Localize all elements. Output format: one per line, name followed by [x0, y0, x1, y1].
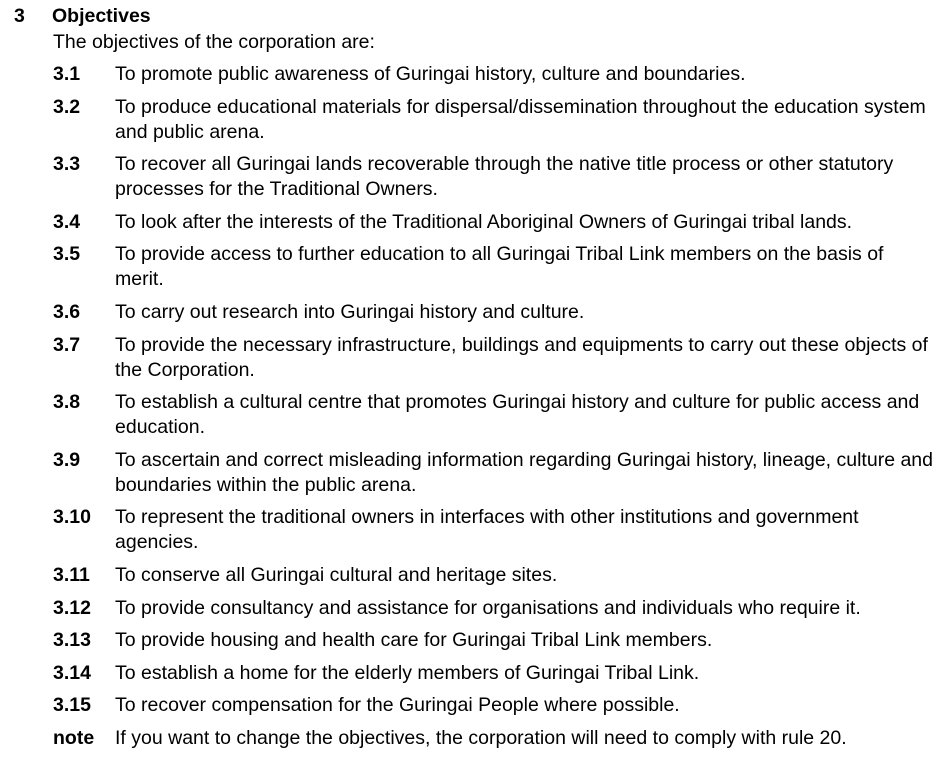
item-text: To look after the interests of the Traditional Aboriginal Owners of Guringai tribal lands. — [115, 210, 853, 233]
item-text: To promote public awareness of Guringai history, culture and boundaries. — [115, 63, 746, 85]
objective-item — [53, 505, 933, 555]
item-text: To produce educational materials for dispersal/dissemination throughout the education system and public arena. — [115, 95, 926, 143]
item-text: To establish a cultural centre that promotes Guringai history and culture for public access and education. — [115, 391, 920, 439]
item-text: To represent the traditional owners in interfaces with other institutions and government agencies. — [115, 506, 859, 554]
objective-item — [53, 596, 933, 621]
item-text: To provide consultancy and assistance for organisations and individuals who require it. — [115, 596, 861, 619]
section-number: 3 — [14, 5, 25, 27]
item-number: 3.13 — [53, 629, 91, 652]
item-number: 3.11 — [53, 563, 90, 586]
item-number: 3.2 — [53, 95, 81, 118]
item-text: To recover all Guringai lands recoverable through the native title process or other statutory processes for the Traditional Owners. — [115, 153, 894, 201]
item-text: To carry out research into Guringai history and culture. — [115, 300, 585, 323]
objective-item — [53, 62, 933, 87]
note-item — [53, 726, 933, 751]
objective-item — [53, 300, 933, 325]
objectives-list — [53, 62, 933, 759]
item-number: 3.14 — [53, 661, 91, 684]
item-number: 3.4 — [53, 210, 81, 233]
section-title: Objectives — [52, 5, 151, 27]
item-number: note — [53, 726, 95, 749]
section-heading — [14, 5, 151, 28]
item-number: 3.5 — [53, 243, 81, 266]
item-number: 3.9 — [53, 448, 81, 471]
objective-item — [53, 95, 933, 145]
item-text: To recover compensation for the Guringai People where possible. — [115, 694, 680, 717]
item-text: To establish a home for the elderly members of Guringai Tribal Link. — [115, 661, 700, 684]
objective-item — [53, 628, 933, 653]
section-intro: The objectives of the corporation are: — [53, 31, 375, 53]
objective-item — [53, 448, 933, 498]
item-number: 3.12 — [53, 596, 91, 619]
item-number: 3.10 — [53, 506, 91, 529]
item-text: To provide housing and health care for Guringai Tribal Link members. — [115, 629, 713, 652]
objective-item — [53, 152, 933, 202]
item-number: 3.1 — [53, 63, 81, 85]
objective-item — [53, 210, 933, 235]
item-number: 3.8 — [53, 391, 81, 414]
item-text: To provide the necessary infrastructure, buildings and equipments to carry out these objects of the Corporation. — [115, 333, 928, 381]
item-text: To conserve all Guringai cultural and heritage sites. — [115, 563, 558, 586]
objective-item — [53, 693, 933, 718]
objective-item — [53, 242, 933, 292]
objective-item — [53, 333, 933, 383]
item-number: 3.6 — [53, 300, 81, 323]
objective-item — [53, 563, 933, 588]
item-number: 3.15 — [53, 694, 91, 717]
objective-item — [53, 390, 933, 440]
item-text: If you want to change the objectives, the corporation will need to comply with rule 20. — [115, 726, 847, 749]
item-text: To ascertain and correct misleading information regarding Guringai history, lineage, culture and boundaries within the public arena. — [115, 448, 933, 496]
objective-item — [53, 661, 933, 686]
item-number: 3.3 — [53, 153, 81, 176]
item-text: To provide access to further education to all Guringai Tribal Link members on the basis of merit. — [115, 243, 884, 291]
item-number: 3.7 — [53, 333, 81, 356]
